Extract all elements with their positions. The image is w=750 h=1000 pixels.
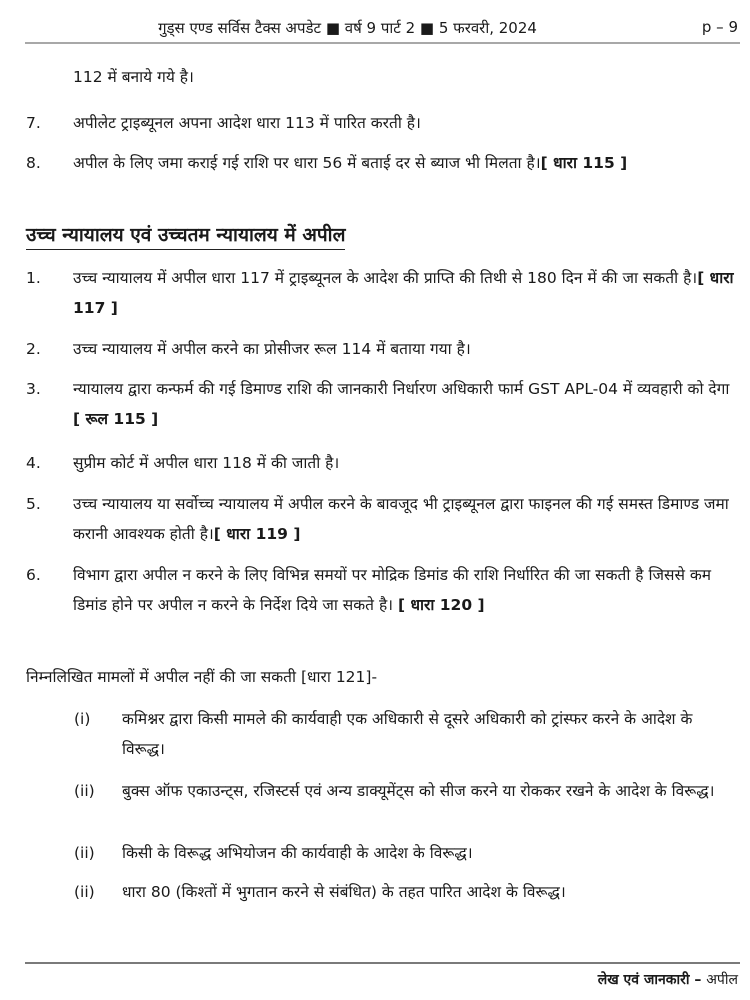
item-text: उच्च न्यायालय या सर्वोच्च न्यायालय में अपील करने के बावजूद भी ट्राइब्यूनल द्वारा फाइनल की गई समस्त डिमाण्ड जमा करानी आवश्यक होती है। bbox=[73, 495, 729, 543]
list-item bbox=[26, 334, 740, 364]
page-header bbox=[25, 14, 740, 44]
list-item bbox=[26, 108, 740, 138]
item-number: 4. bbox=[26, 454, 41, 472]
sub-list-item bbox=[74, 704, 740, 764]
section-heading: उच्च न्यायालय एवं उच्चतम न्यायालय में अपील bbox=[26, 222, 345, 250]
footer-section: लेख एवं जानकारी bbox=[597, 972, 690, 988]
item-text: अपीलेट ट्राइब्यूनल अपना आदेश धारा 113 में पारित करती है। bbox=[73, 114, 421, 132]
sub-list-item bbox=[74, 838, 740, 868]
section-reference: [ रूल 115 ] bbox=[73, 410, 159, 428]
section-reference: [ धारा 119 ] bbox=[213, 525, 301, 543]
list-item bbox=[26, 148, 740, 178]
footer-topic: अपील bbox=[706, 972, 738, 988]
item-text: सुप्रीम कोर्ट में अपील धारा 118 में की जाती है। bbox=[73, 454, 340, 472]
item-number: 1. bbox=[26, 269, 41, 287]
sub-item-number: (ii) bbox=[74, 883, 95, 901]
sub-item-text: धारा 80 (किश्तों में भुगतान करने से संबंधित) के तहत पारित आदेश के विरूद्ध। bbox=[122, 883, 566, 901]
section-reference: [ धारा 115 ] bbox=[540, 154, 628, 172]
sub-item-text: कमिश्नर द्वारा किसी मामले की कार्यवाही एक अधिकारी से दूसरे अधिकारी को ट्रांस्फर करने के आदेश के विरूद्ध। bbox=[122, 710, 693, 758]
section-reference: [ धारा 117 ] bbox=[73, 269, 734, 317]
publication-title: गुड्स एण्ड सर्विस टैक्स अपडेट ■ वर्ष 9 पार्ट 2 ■ 5 फरवरी, 2024 bbox=[158, 19, 537, 37]
footer-separator: – bbox=[689, 972, 707, 988]
continuation-text: 112 में बनाये गये है। bbox=[73, 68, 194, 86]
item-text: उच्च न्यायालय में अपील करने का प्रोसीजर रूल 114 में बताया गया है। bbox=[73, 340, 471, 358]
sub-list-item bbox=[74, 877, 740, 907]
sub-item-text: बुक्स ऑफ एकाउन्ट्स, रजिस्टर्स एवं अन्य डाक्यूमेंट्स को सीज करने या रोककर रखने के आदेश के विरूद्ध। bbox=[122, 782, 715, 800]
item-number: 6. bbox=[26, 566, 41, 584]
no-appeal-intro: निम्नलिखित मामलों में अपील नहीं की जा सकती [धारा 121]- bbox=[26, 668, 378, 686]
list-item bbox=[26, 374, 740, 434]
item-number: 7. bbox=[26, 114, 41, 132]
page-footer bbox=[598, 970, 738, 989]
item-number: 2. bbox=[26, 340, 41, 358]
sub-item-number: (ii) bbox=[74, 782, 95, 800]
item-number: 5. bbox=[26, 495, 41, 513]
item-text: न्यायालय द्वारा कन्फर्म की गई डिमाण्ड राशि की जानकारी निर्धारण अधिकारी फार्म GST APL-04 में व्यवहारी को देगा bbox=[73, 380, 730, 398]
section-reference: [ धारा 120 ] bbox=[398, 596, 485, 614]
sub-item-number: (i) bbox=[74, 710, 91, 728]
sub-item-number: (ii) bbox=[74, 844, 95, 862]
item-text: उच्च न्यायालय में अपील धारा 117 में ट्राइब्यूनल के आदेश की प्राप्ति की तिथी से 180 दिन में की जा सकती है। bbox=[73, 269, 698, 287]
sub-list-item bbox=[74, 776, 740, 806]
item-number: 8. bbox=[26, 154, 41, 172]
list-item bbox=[26, 560, 740, 620]
list-item bbox=[26, 448, 740, 478]
list-item bbox=[26, 263, 740, 323]
item-number: 3. bbox=[26, 380, 41, 398]
list-item bbox=[26, 489, 740, 549]
page-number: p – 9 bbox=[701, 18, 738, 36]
sub-item-text: किसी के विरूद्ध अभियोजन की कार्यवाही के आदेश के विरूद्ध। bbox=[122, 844, 473, 862]
item-text: अपील के लिए जमा कराई गई राशि पर धारा 56 में बताई दर से ब्याज भी मिलता है। bbox=[73, 154, 541, 172]
footer-divider bbox=[25, 962, 740, 964]
item-text: विभाग द्वारा अपील न करने के लिए विभिन्न समयों पर मोद्रिक डिमांड की राशि निर्धारित की जा सकती है जिससे कम डिमांड होने पर अपील न करने के निर्देश दिये जा सकते है। bbox=[73, 566, 712, 614]
